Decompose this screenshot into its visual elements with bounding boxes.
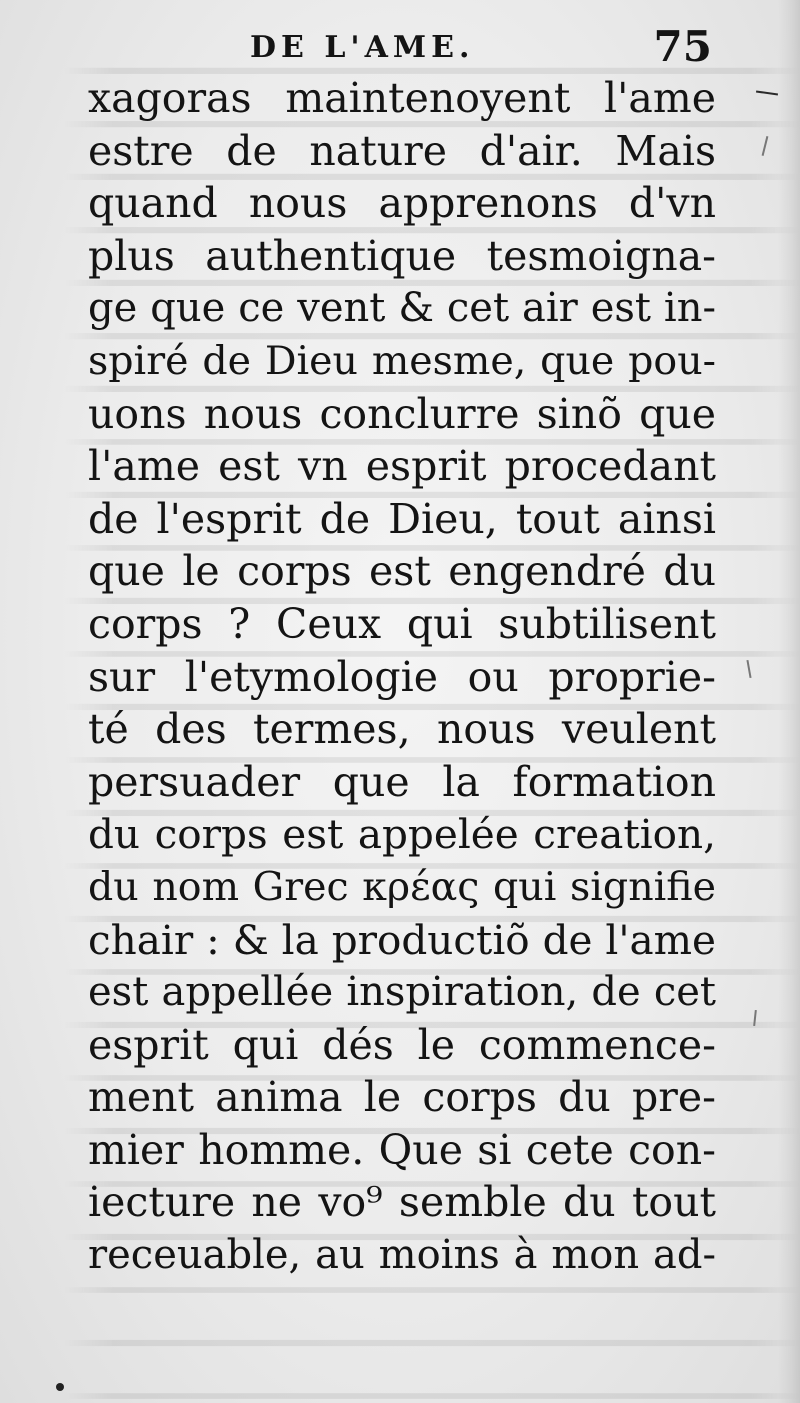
text-line: mier homme. Que si cete con-: [88, 1125, 716, 1174]
page-edge-shadow: [778, 0, 800, 1403]
text-line: iecture ne vo⁹ semble du tout: [88, 1178, 716, 1227]
margin-tick: [762, 136, 769, 156]
body-text: [88, 72, 716, 1282]
text-line: spiré de Dieu mesme, que pou-: [88, 337, 716, 384]
text-line: corps ? Ceux qui subtilisent: [88, 599, 716, 648]
text-line: uons nous conclurre sinõ que: [88, 389, 716, 438]
text-line: persuader que la formation: [88, 757, 716, 806]
text-line: du corps est appelée creation,: [88, 810, 716, 859]
text-line: l'ame est vn esprit procedant: [88, 442, 716, 491]
text-line: chair : & la productiõ de l'ame: [88, 915, 716, 964]
text-line: estre de nature d'air. Mais: [88, 126, 716, 175]
text-line: receuable, au moins à mon ad-: [88, 1232, 716, 1279]
text-line: ge que ce vent & cet air est in-: [88, 285, 716, 332]
margin-mark: [756, 90, 778, 95]
text-line: quand nous apprenons d'vn: [88, 179, 716, 228]
text-line: de l'esprit de Dieu, tout ainsi: [88, 494, 716, 543]
margin-tick: [753, 1010, 757, 1026]
text-line: est appellée inspiration, de cet: [88, 969, 716, 1016]
text-line: esprit qui dés le commence-: [88, 1020, 716, 1069]
text-line: xagoras maintenoyent l'ame: [88, 74, 716, 122]
text-line: du nom Grec κρέας qui signifie: [88, 863, 716, 910]
text-line: plus authentique tesmoigna-: [88, 231, 716, 280]
page-number: 75: [653, 22, 712, 71]
running-head: DE L'AME.: [250, 30, 475, 65]
text-line: sur l'etymologie ou proprie-: [88, 652, 716, 701]
text-line: que le corps est engendré du: [88, 547, 716, 596]
page-header: [90, 22, 710, 70]
ink-dot: [56, 1383, 64, 1391]
text-line: ment anima le corps du pre-: [88, 1073, 716, 1122]
margin-tick: [746, 660, 751, 678]
text-line: té des termes, nous veulent: [88, 705, 716, 754]
